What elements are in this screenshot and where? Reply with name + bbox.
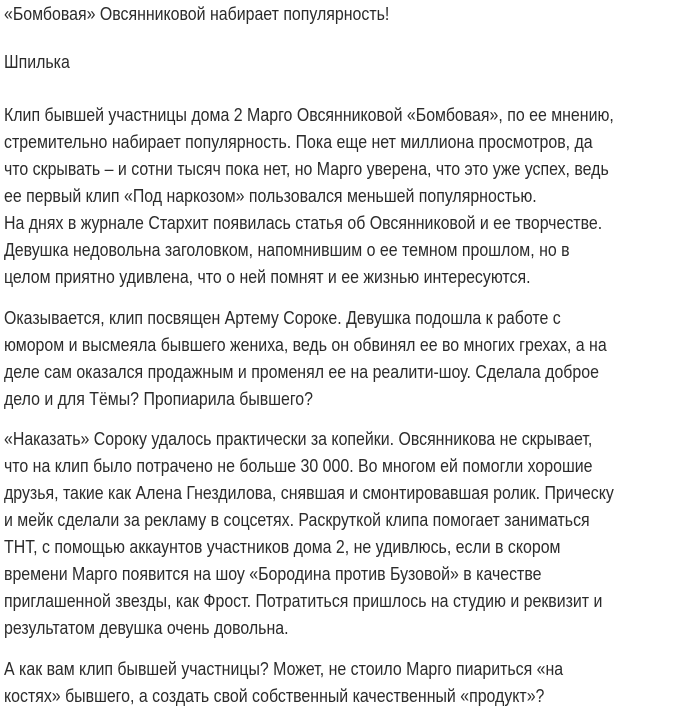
paragraph-line: стремительно набирает популярность. Пока еще нет миллиона просмотров, да	[4, 131, 593, 152]
paragraph-line: Девушка недовольна заголовком, напомнившим о ее темном прошлом, но в	[4, 239, 570, 260]
article-title: «Бомбовая» Овсянниковой набирает популярность!	[4, 3, 390, 24]
article-source: Шпилька	[4, 51, 70, 72]
paragraph-line: костях» бывшего, а создать свой собственный качественный «продукт»?	[4, 685, 545, 706]
paragraph-line: и мейк сделали за рекламу в соцсетях. Раскруткой клипа помогает заниматься	[4, 509, 590, 530]
paragraph-line: На днях в журнале Стархит появилась статья об Овсянниковой и ее творчестве.	[4, 212, 603, 233]
paragraph-line: Клип бывшей участницы дома 2 Марго Овсянниковой «Бомбовая», по ее мнению,	[4, 104, 614, 125]
paragraph-line: «Наказать» Сороку удалось практически за копейки. Овсянникова не скрывает,	[4, 428, 593, 449]
paragraph-line: целом приятно удивлена, что о ней помнят и ее жизнью интересуются.	[4, 266, 531, 287]
paragraph-line: приглашенной звезды, как Фрост. Потратиться пришлось на студию и реквизит и	[4, 590, 603, 611]
paragraph-line: ее первый клип «Под наркозом» пользовался меньшей популярностью.	[4, 185, 537, 206]
paragraph-line: друзья, такие как Алена Гнездилова, снявшая и смонтировавшая ролик. Прическу	[4, 482, 614, 503]
paragraph-line: дело и для Тёмы? Пропиарила бывшего?	[4, 388, 313, 409]
paragraph-line: времени Марго появится на шоу «Бородина против Бузовой» в качестве	[4, 563, 542, 584]
paragraph-line: что скрывать – и сотни тысяч пока нет, но Марго уверена, что это уже успех, ведь	[4, 158, 609, 179]
paragraph-line: результатом девушка очень довольна.	[4, 617, 289, 638]
paragraph-line: что на клип было потрачено не больше 30 000. Во многом ей помогли хорошие	[4, 455, 593, 476]
paragraph-line: А как вам клип бывшей участницы? Может, не стоило Марго пиариться «на	[4, 658, 564, 679]
paragraph-line: деле сам оказался продажным и променял ее на реалити-шоу. Сделала доброе	[4, 361, 599, 382]
paragraph-line: ТНТ, с помощью аккаунтов участников дома 2, не удивлюсь, если в скором	[4, 536, 561, 557]
paragraph-line: Оказывается, клип посвящен Артему Сороке. Девушка подошла к работе с	[4, 307, 561, 328]
paragraph-line: юмором и высмеяла бывшего жениха, ведь он обвинял ее во многих грехах, а на	[4, 334, 607, 355]
